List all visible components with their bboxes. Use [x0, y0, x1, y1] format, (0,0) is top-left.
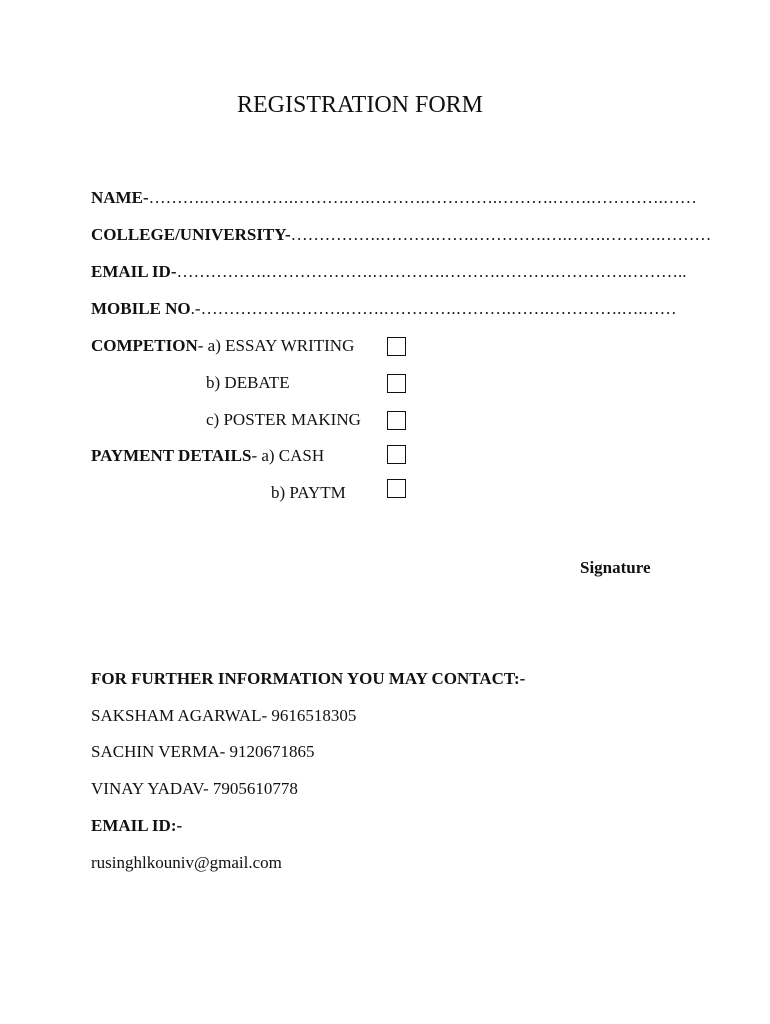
- option-paytm: b) PAYTM: [271, 483, 346, 502]
- contact-person: SACHIN VERMA- 9120671865: [91, 742, 315, 761]
- college-field-row[interactable]: [91, 225, 711, 245]
- contact-email[interactable]: rusinghlkouniv@gmail.com: [91, 853, 282, 872]
- name-label: NAME-: [91, 188, 149, 207]
- option-poster-making: c) POSTER MAKING: [206, 410, 361, 429]
- competition-row-essay: [91, 336, 354, 356]
- contact-email-label: EMAIL ID:-: [91, 816, 183, 835]
- email-dotted-line[interactable]: …………….……………….………….……….……….………….………..: [176, 262, 687, 281]
- competition-label: COMPETION: [91, 336, 198, 355]
- name-field-row[interactable]: [91, 188, 697, 208]
- form-title: REGISTRATION FORM: [236, 92, 484, 118]
- name-dotted-line[interactable]: ……….…………….……….….……….………….……….…….………….……: [148, 188, 697, 207]
- email-label: EMAIL ID-: [91, 262, 177, 281]
- option-cash: - a) CASH: [251, 446, 325, 465]
- debate-checkbox[interactable]: [387, 374, 406, 393]
- contact-heading: FOR FURTHER INFORMATION YOU MAY CONTACT:-: [91, 669, 526, 688]
- payment-label: PAYMENT DETAILS: [91, 446, 252, 465]
- mobile-field-row[interactable]: [91, 299, 677, 319]
- email-field-row[interactable]: [91, 262, 686, 282]
- paytm-checkbox[interactable]: [387, 479, 406, 498]
- contact-person: SAKSHAM AGARWAL- 9616518305: [91, 706, 357, 725]
- essay-writing-checkbox[interactable]: [387, 337, 406, 356]
- mobile-label: MOBILE NO: [91, 299, 191, 318]
- signature-label: Signature: [580, 558, 651, 577]
- option-debate: b) DEBATE: [206, 373, 290, 392]
- mobile-dotted-line[interactable]: .-…………….……….…….………….……….…….………….….……: [190, 299, 677, 318]
- option-essay-writing: - a) ESSAY WRITING: [197, 336, 355, 355]
- poster-making-checkbox[interactable]: [387, 411, 406, 430]
- cash-checkbox[interactable]: [387, 445, 406, 464]
- payment-row-cash: [91, 446, 324, 466]
- college-label: COLLEGE/UNIVERSITY-: [91, 225, 291, 244]
- college-dotted-line[interactable]: …………….……….…….………….….…….……….………: [290, 225, 712, 244]
- contact-person: VINAY YADAV- 7905610778: [91, 779, 298, 798]
